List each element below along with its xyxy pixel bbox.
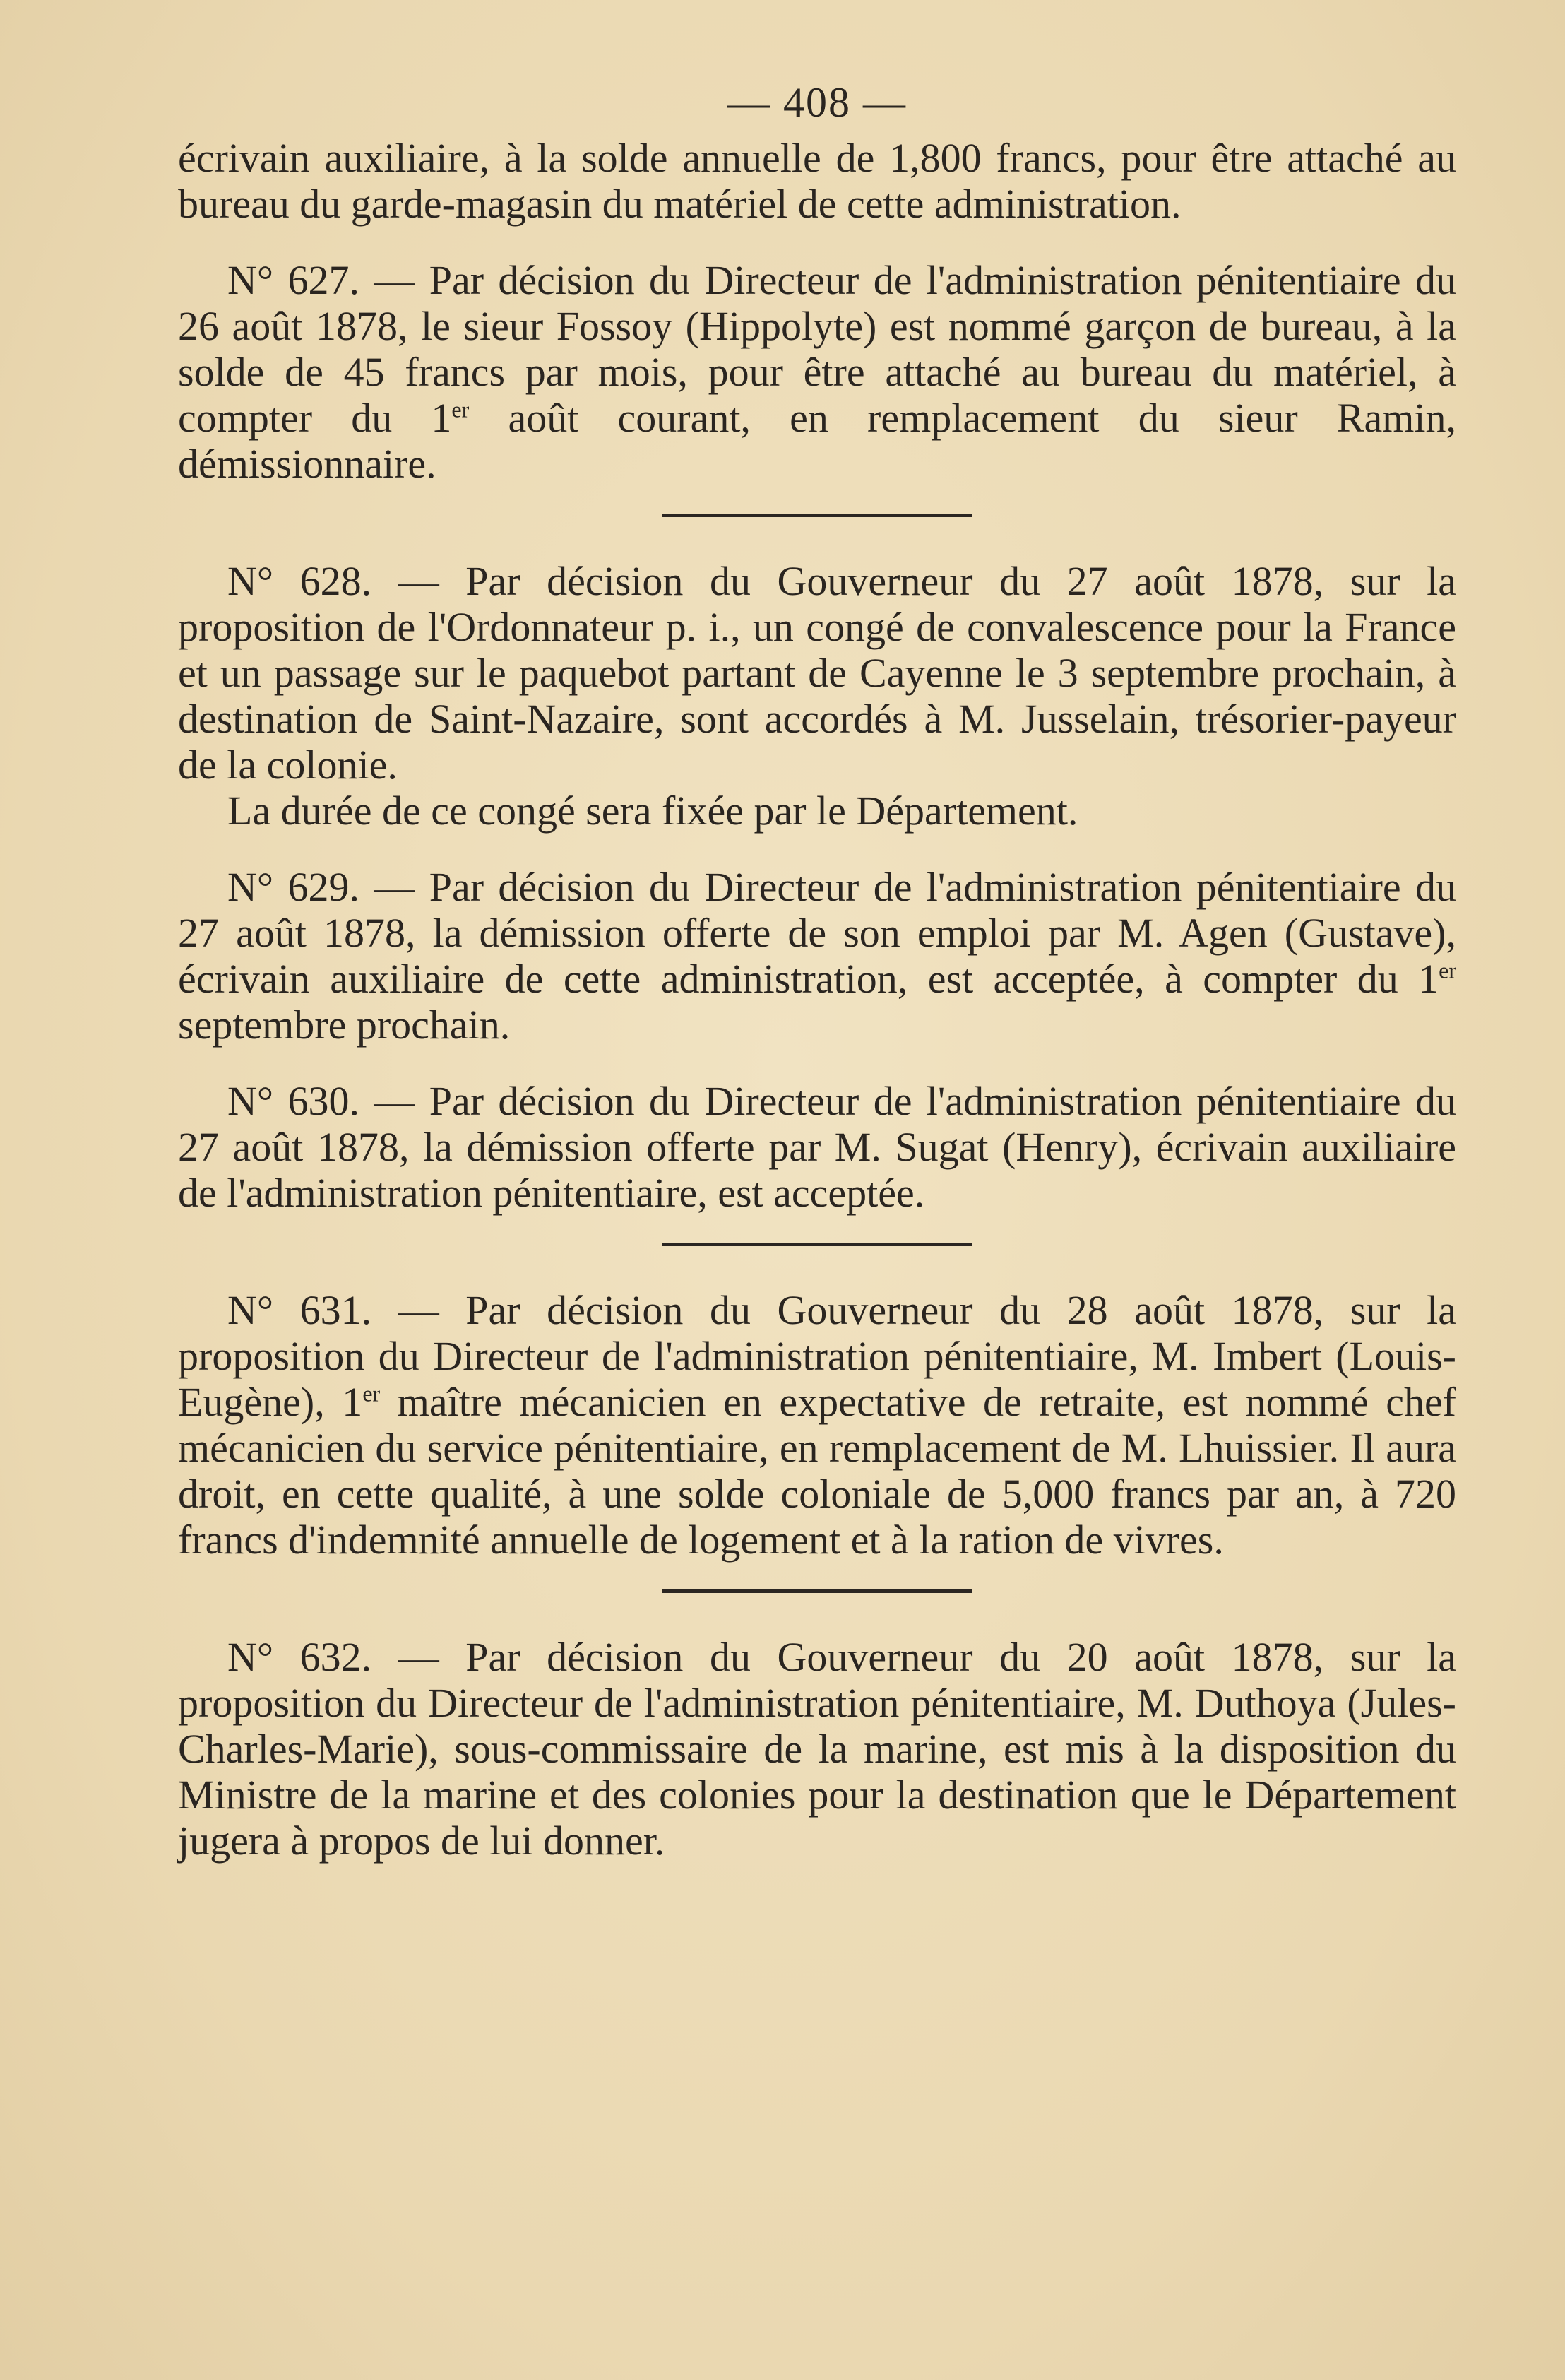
entry-text: — Par décision du Gouverneur du 20 août 1878, sur la proposition du Directeur de l'administration pénitentiaire, M. Duthoya (Jules-Charles-Marie), sous-commissaire de la marine, est mis à la disposition du Ministre de la marine et des colonies pour la destination que le Département jugera à propos de lui donner.: [178, 1634, 1456, 1864]
decision-632: [178, 1634, 1456, 1864]
continuation-paragraph: écrivain auxiliaire, à la solde annuelle de 1,800 francs, pour être attaché au bureau du garde-magasin du matériel de cette administration.: [178, 135, 1456, 227]
decision-631: [178, 1287, 1456, 1563]
superscript: er: [451, 396, 470, 422]
decision-627: [178, 257, 1456, 487]
decision-630: [178, 1078, 1456, 1216]
decision-628: [178, 558, 1456, 788]
section-divider: [662, 1243, 972, 1246]
entry-text-continued: août courant, en remplacement du sieur Ramin, démissionnaire.: [178, 395, 1457, 487]
page-number: — 408 —: [727, 79, 907, 126]
entry-number: N° 630.: [227, 1078, 359, 1124]
decision-628-note: La durée de ce congé sera fixée par le Département.: [227, 788, 1078, 834]
section-divider: [662, 1589, 972, 1593]
entry-number: N° 632.: [227, 1634, 372, 1680]
paragraph-spacer: [178, 227, 1456, 257]
section-divider: [662, 514, 972, 517]
entry-text: — Par décision du Gouverneur du 27 août 1878, sur la proposition de l'Ordonnateur p. i., un congé de convalescence pour la France et un passage sur le paquebot partant de Cayenne le 3 septembre prochain, à destination de Saint-Nazaire, sont accordés à M. Jusselain, trésorier-payeur de la colonie.: [178, 558, 1456, 788]
entry-text-continued: maître mécanicien en expectative de retraite, est nommé chef mécanicien du service pénitentiaire, en remplacement de M. Lhuissier. Il aura droit, en cette qualité, à une solde coloniale de 5,000 francs par an, à 720 francs d'indemnité annuelle de logement et à la ration de vivres.: [178, 1379, 1456, 1563]
entry-text: — Par décision du Directeur de l'administration pénitentiaire du 27 août 1878, la démission offerte par M. Sugat (Henry), écrivain auxiliaire de l'administration pénitentiaire, est acceptée.: [178, 1078, 1457, 1216]
entry-text-continued: septembre prochain.: [178, 1002, 511, 1048]
entry-number: N° 629.: [227, 864, 359, 910]
entry-text: — Par décision du Directeur de l'administration pénitentiaire du 27 août 1878, la démission offerte de son emploi par M. Agen (Gustave), écrivain auxiliaire de cette administration, est acceptée, à compter du 1: [178, 864, 1457, 1002]
paragraph-spacer: [178, 834, 1456, 864]
entry-text: — Par décision du Gouverneur du 28 août 1878, sur la proposition du Directeur de l'administration pénitentiaire, M. Imbert (Louis-Eugène), 1: [178, 1287, 1456, 1425]
entry-text: — Par décision du Directeur de l'administration pénitentiaire du 26 août 1878, le sieur Fossoy (Hippolyte) est nommé garçon de bureau, à la solde de 45 francs par mois, pour être attaché au bureau du matériel, à compter du 1: [178, 257, 1457, 441]
decision-629: [178, 864, 1456, 1048]
superscript: er: [1439, 957, 1456, 983]
entry-number: N° 628.: [227, 558, 372, 604]
entry-number: N° 631.: [227, 1287, 372, 1333]
document-page: [178, 74, 1456, 1864]
paragraph-spacer: [178, 1048, 1456, 1078]
entry-number: N° 627.: [227, 257, 359, 303]
superscript: er: [362, 1380, 381, 1407]
